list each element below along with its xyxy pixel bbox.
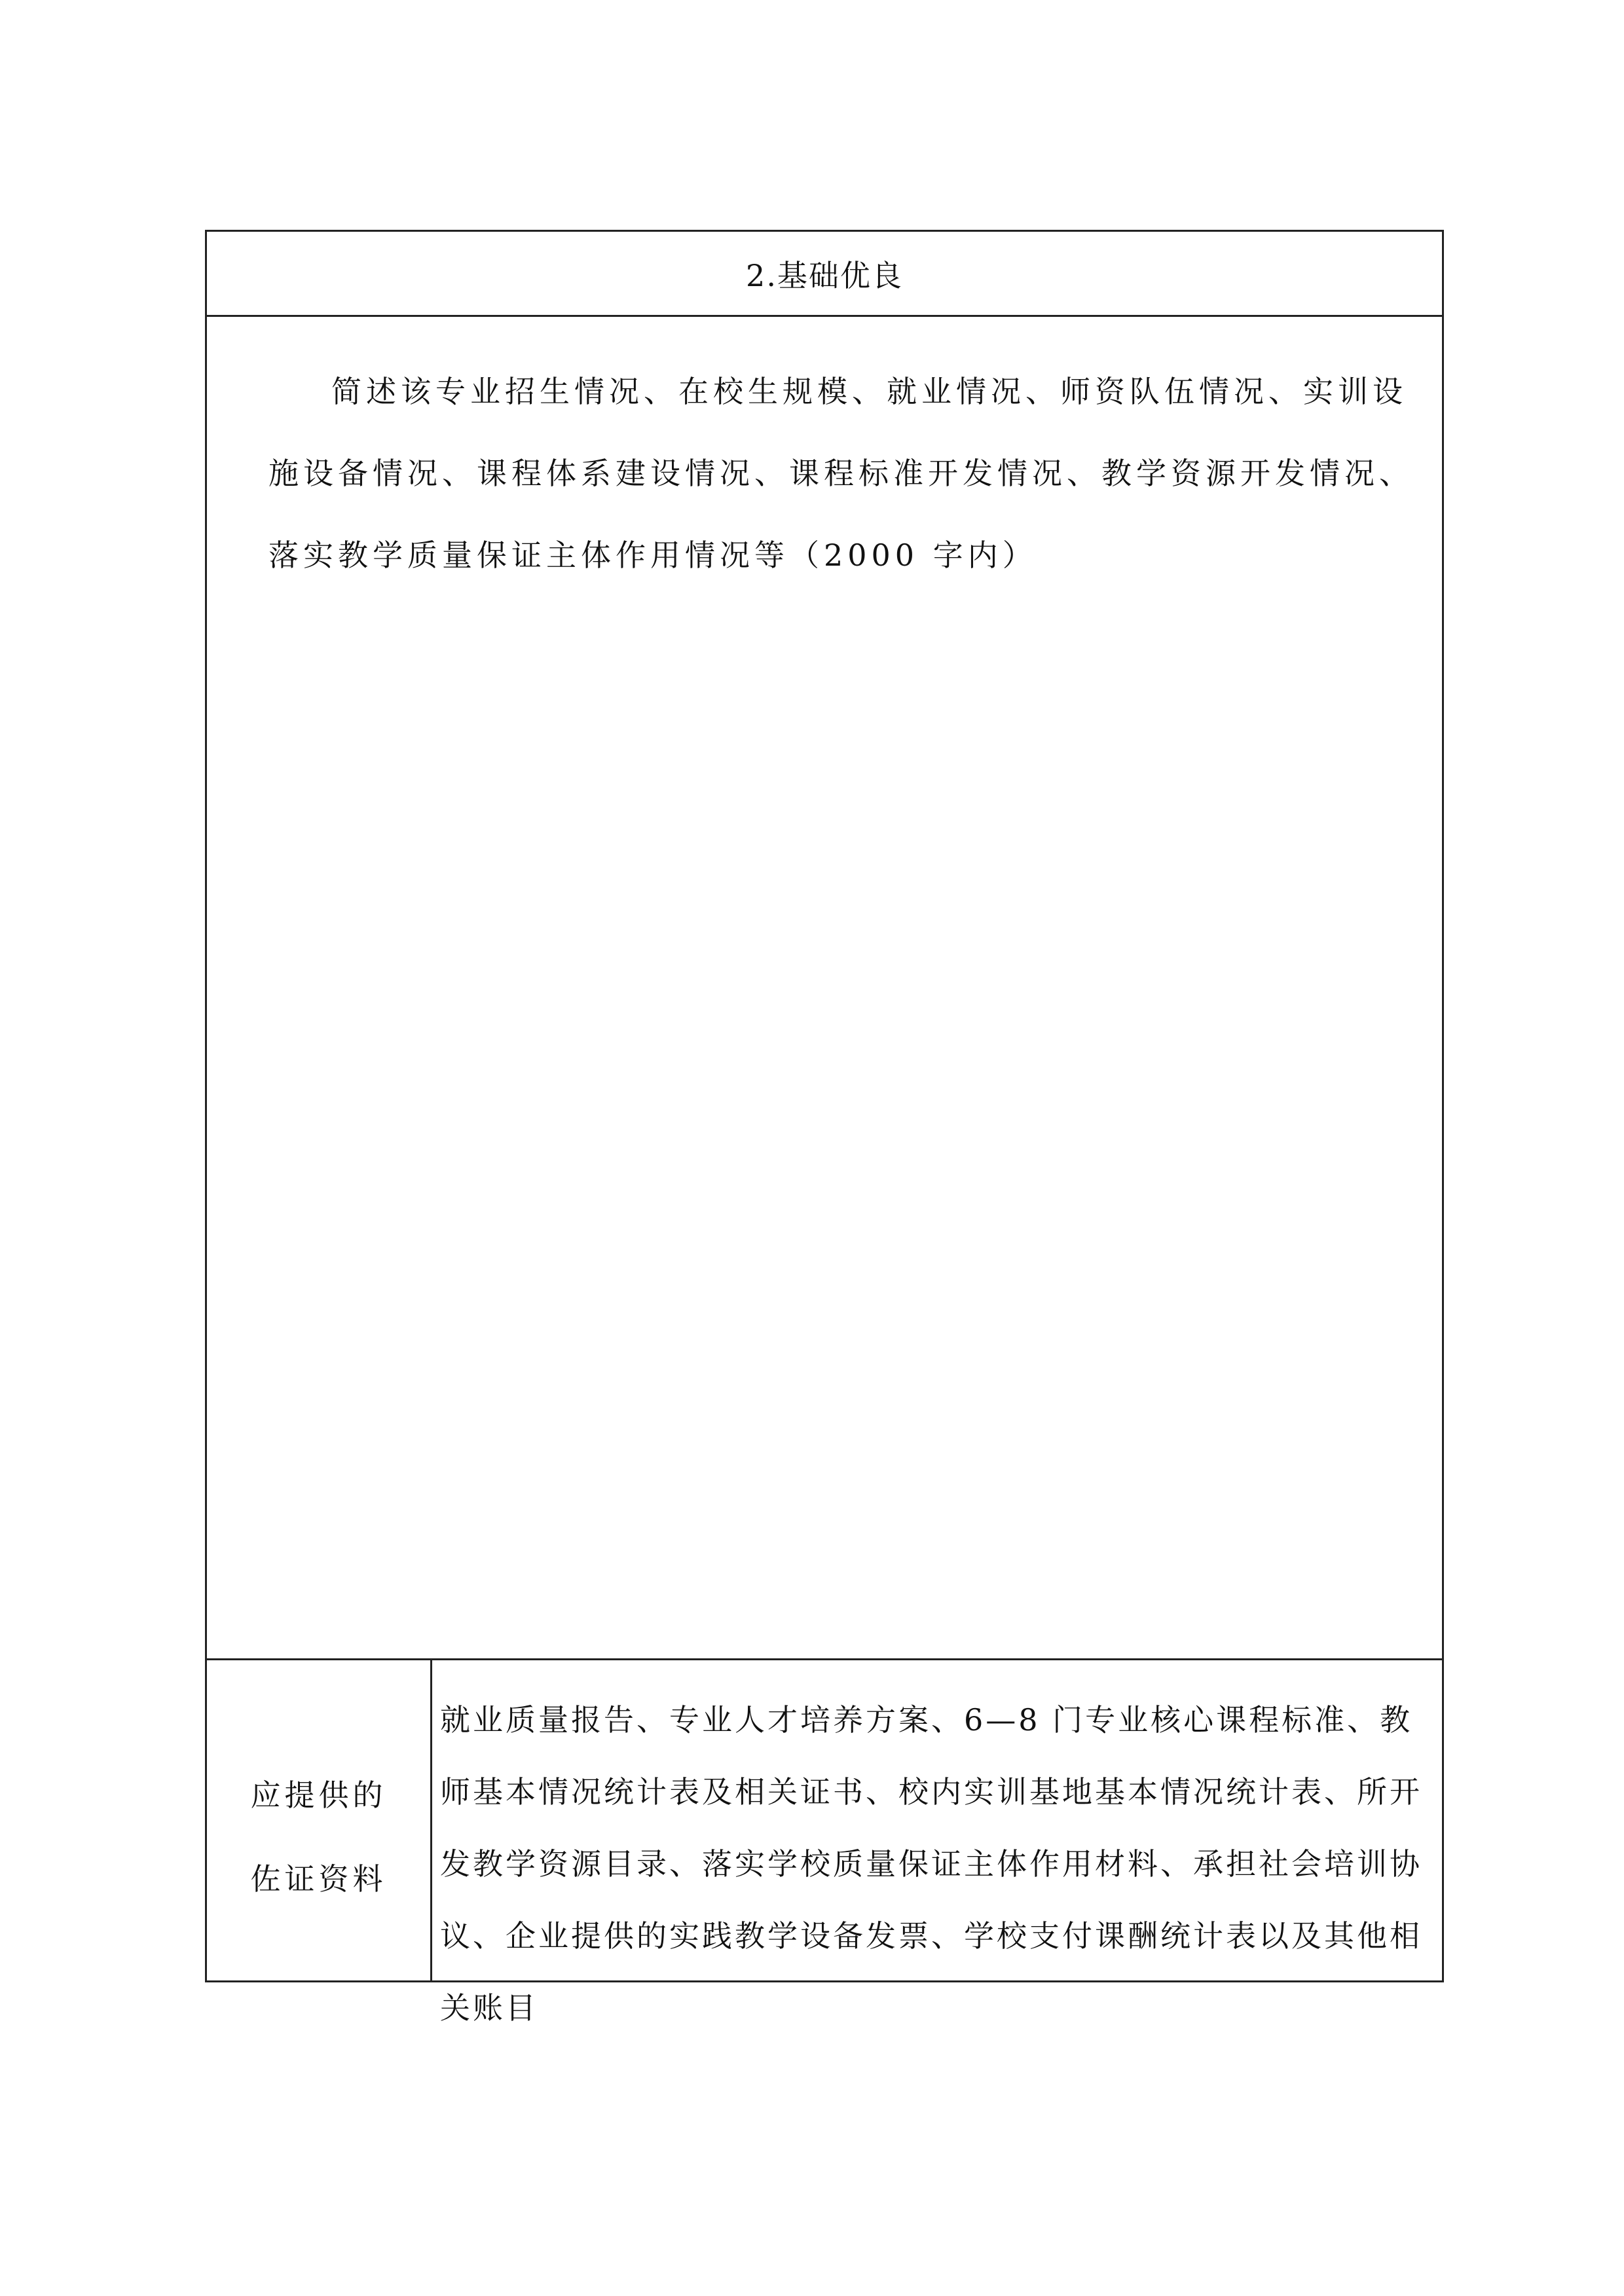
evidence-label-line1: 应提供的 <box>250 1777 387 1813</box>
section-title: 2.基础优良 <box>746 257 903 293</box>
evidence-label <box>207 1753 430 1921</box>
instruction-text: 简述该专业招生情况、在校生规模、就业情况、师资队伍情况、实训设施设备情况、课程体系建设情况、课程标准开发情况、教学资源开发情况、落实教学质量保证主体作用情况等（2000 字内） <box>268 374 1414 573</box>
content-cell[interactable] <box>207 317 1442 1660</box>
evidence-content-cell <box>432 1660 1442 2026</box>
title-row <box>207 232 1442 317</box>
instruction-block <box>268 351 1435 596</box>
evidence-text: 就业质量报告、专业人才培养方案、6—8 门专业核心课程标准、教师基本情况统计表及相关证书、校内实训基地基本情况统计表、所开发教学资源目录、落实学校质量保证主体作用材料、承担社会培训协议、企业提供的实践教学设备发票、学校支付课酬统计表以及其他相关账目 <box>440 1702 1422 2026</box>
evidence-label-cell <box>207 1660 432 1980</box>
evidence-row <box>207 1660 1442 2026</box>
form-table <box>205 230 1444 2026</box>
evidence-label-line2: 佐证资料 <box>250 1861 387 1897</box>
